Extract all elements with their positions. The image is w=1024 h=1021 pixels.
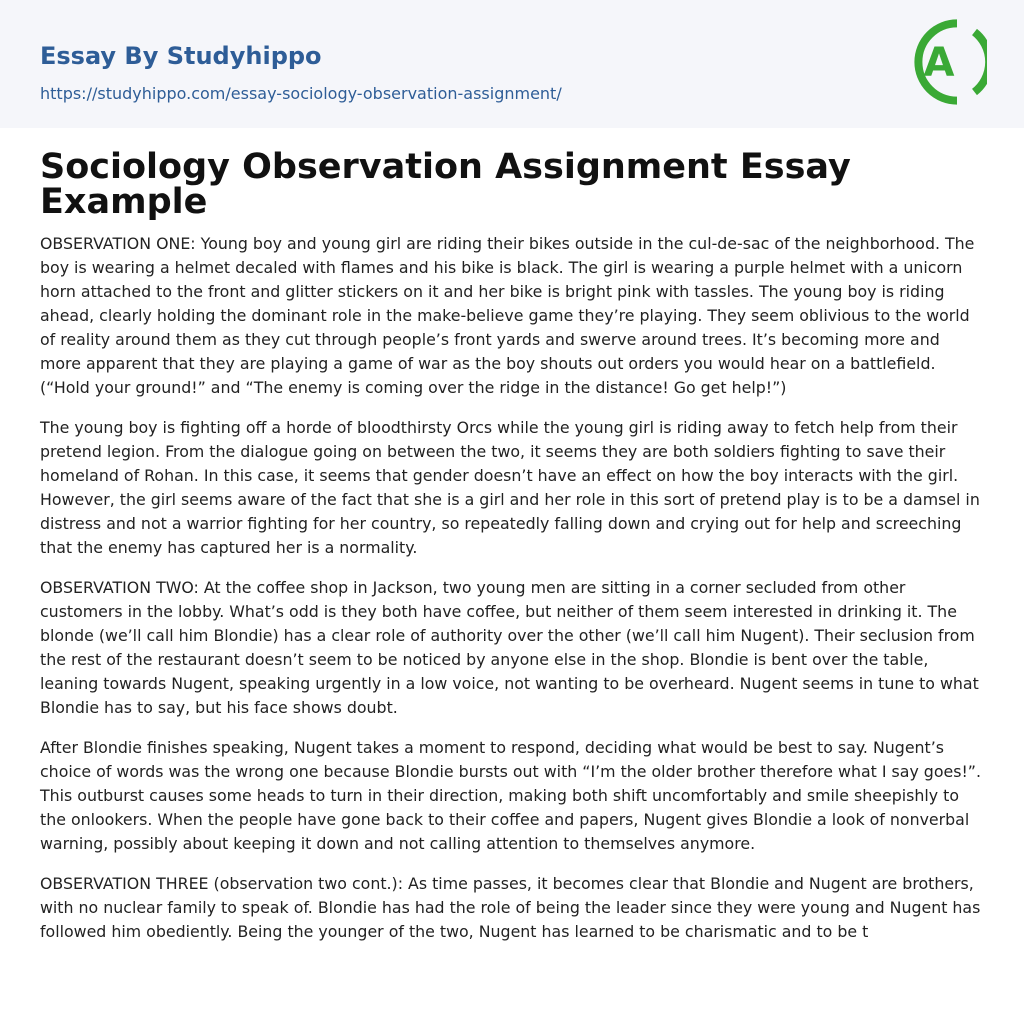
essay-paragraph: After Blondie finishes speaking, Nugent takes a moment to respond, deciding what would be best to say. Nugent’s choice of words was the wrong one because Blondie bursts out with “I’m the older brother therefore what I say goes!”. This outburst causes some heads to turn in their direction, making both shift uncomfortably and smile sheepishly to the onlookers. When the people have gone back to their coffee and papers, Nugent gives Blondie a look of nonverbal warning, possibly about keeping it down and not calling attention to themselves anymore. [40, 738, 981, 853]
article-body [0, 147, 1024, 944]
studyhippo-logo-icon[interactable] [911, 18, 987, 106]
page-title: Sociology Observation Assignment Essay Example [40, 147, 851, 222]
logo-letter: A [923, 40, 955, 86]
essay-paragraph: OBSERVATION TWO: At the coffee shop in Jackson, two young men are sitting in a corner secluded from other customers in the lobby. What’s odd is they both have coffee, but neither of them seem interested in drinking it. The blonde (we’ll call him Blondie) has a clear role of authority over the other (we’ll call him Nugent). Their seclusion from the rest of the restaurant doesn’t seem to be noticed by anyone else in the shop. Blondie is bent over the table, leaning towards Nugent, speaking urgently in a low voice, not wanting to be overheard. Nugent seems in tune to what Blondie has to say, but his face shows doubt. [40, 578, 979, 717]
source-url-link[interactable]: https://studyhippo.com/essay-sociology-observation-assignment/ [40, 84, 562, 103]
essay-paragraph: OBSERVATION ONE: Young boy and young girl are riding their bikes outside in the cul-de-sac of the neighborhood. The boy is wearing a helmet decaled with flames and his bike is black. The girl is wearing a purple helmet with a unicorn horn attached to the front and glitter stickers on it and her bike is bright pink with tassles. The young boy is riding ahead, clearly holding the dominant role in the make-believe game they’re playing. They seem oblivious to the world of reality around them as they cut through people’s front yards and swerve around trees. It’s becoming more and more apparent that they are playing a game of war as the boy shouts out orders you would hear on a battlefield. (“Hold your ground!” and “The enemy is coming over the ridge in the distance! Go get help!”) [40, 234, 975, 397]
essay-paragraph: OBSERVATION THREE (observation two cont.): As time passes, it becomes clear that Blondie and Nugent are brothers, with no nuclear family to speak of. Blondie has had the role of being the leader since they were young and Nugent has followed him obediently. Being the younger of the two, Nugent has learned to be charismatic and to be t [40, 874, 981, 941]
site-brand[interactable]: Essay By Studyhippo [40, 42, 322, 70]
site-header [0, 0, 1024, 128]
essay-paragraph: The young boy is fighting off a horde of bloodthirsty Orcs while the young girl is riding away to fetch help from their pretend legion. From the dialogue going on between the two, it seems they are both soldiers fighting to save their homeland of Rohan. In this case, it seems that gender doesn’t have an effect on how the boy interacts with the girl. However, the girl seems aware of the fact that she is a girl and her role in this sort of pretend play is to be a damsel in distress and not a warrior fighting for her country, so repeatedly falling down and crying out for help and screeching that the enemy has captured her is a normality. [40, 418, 980, 557]
